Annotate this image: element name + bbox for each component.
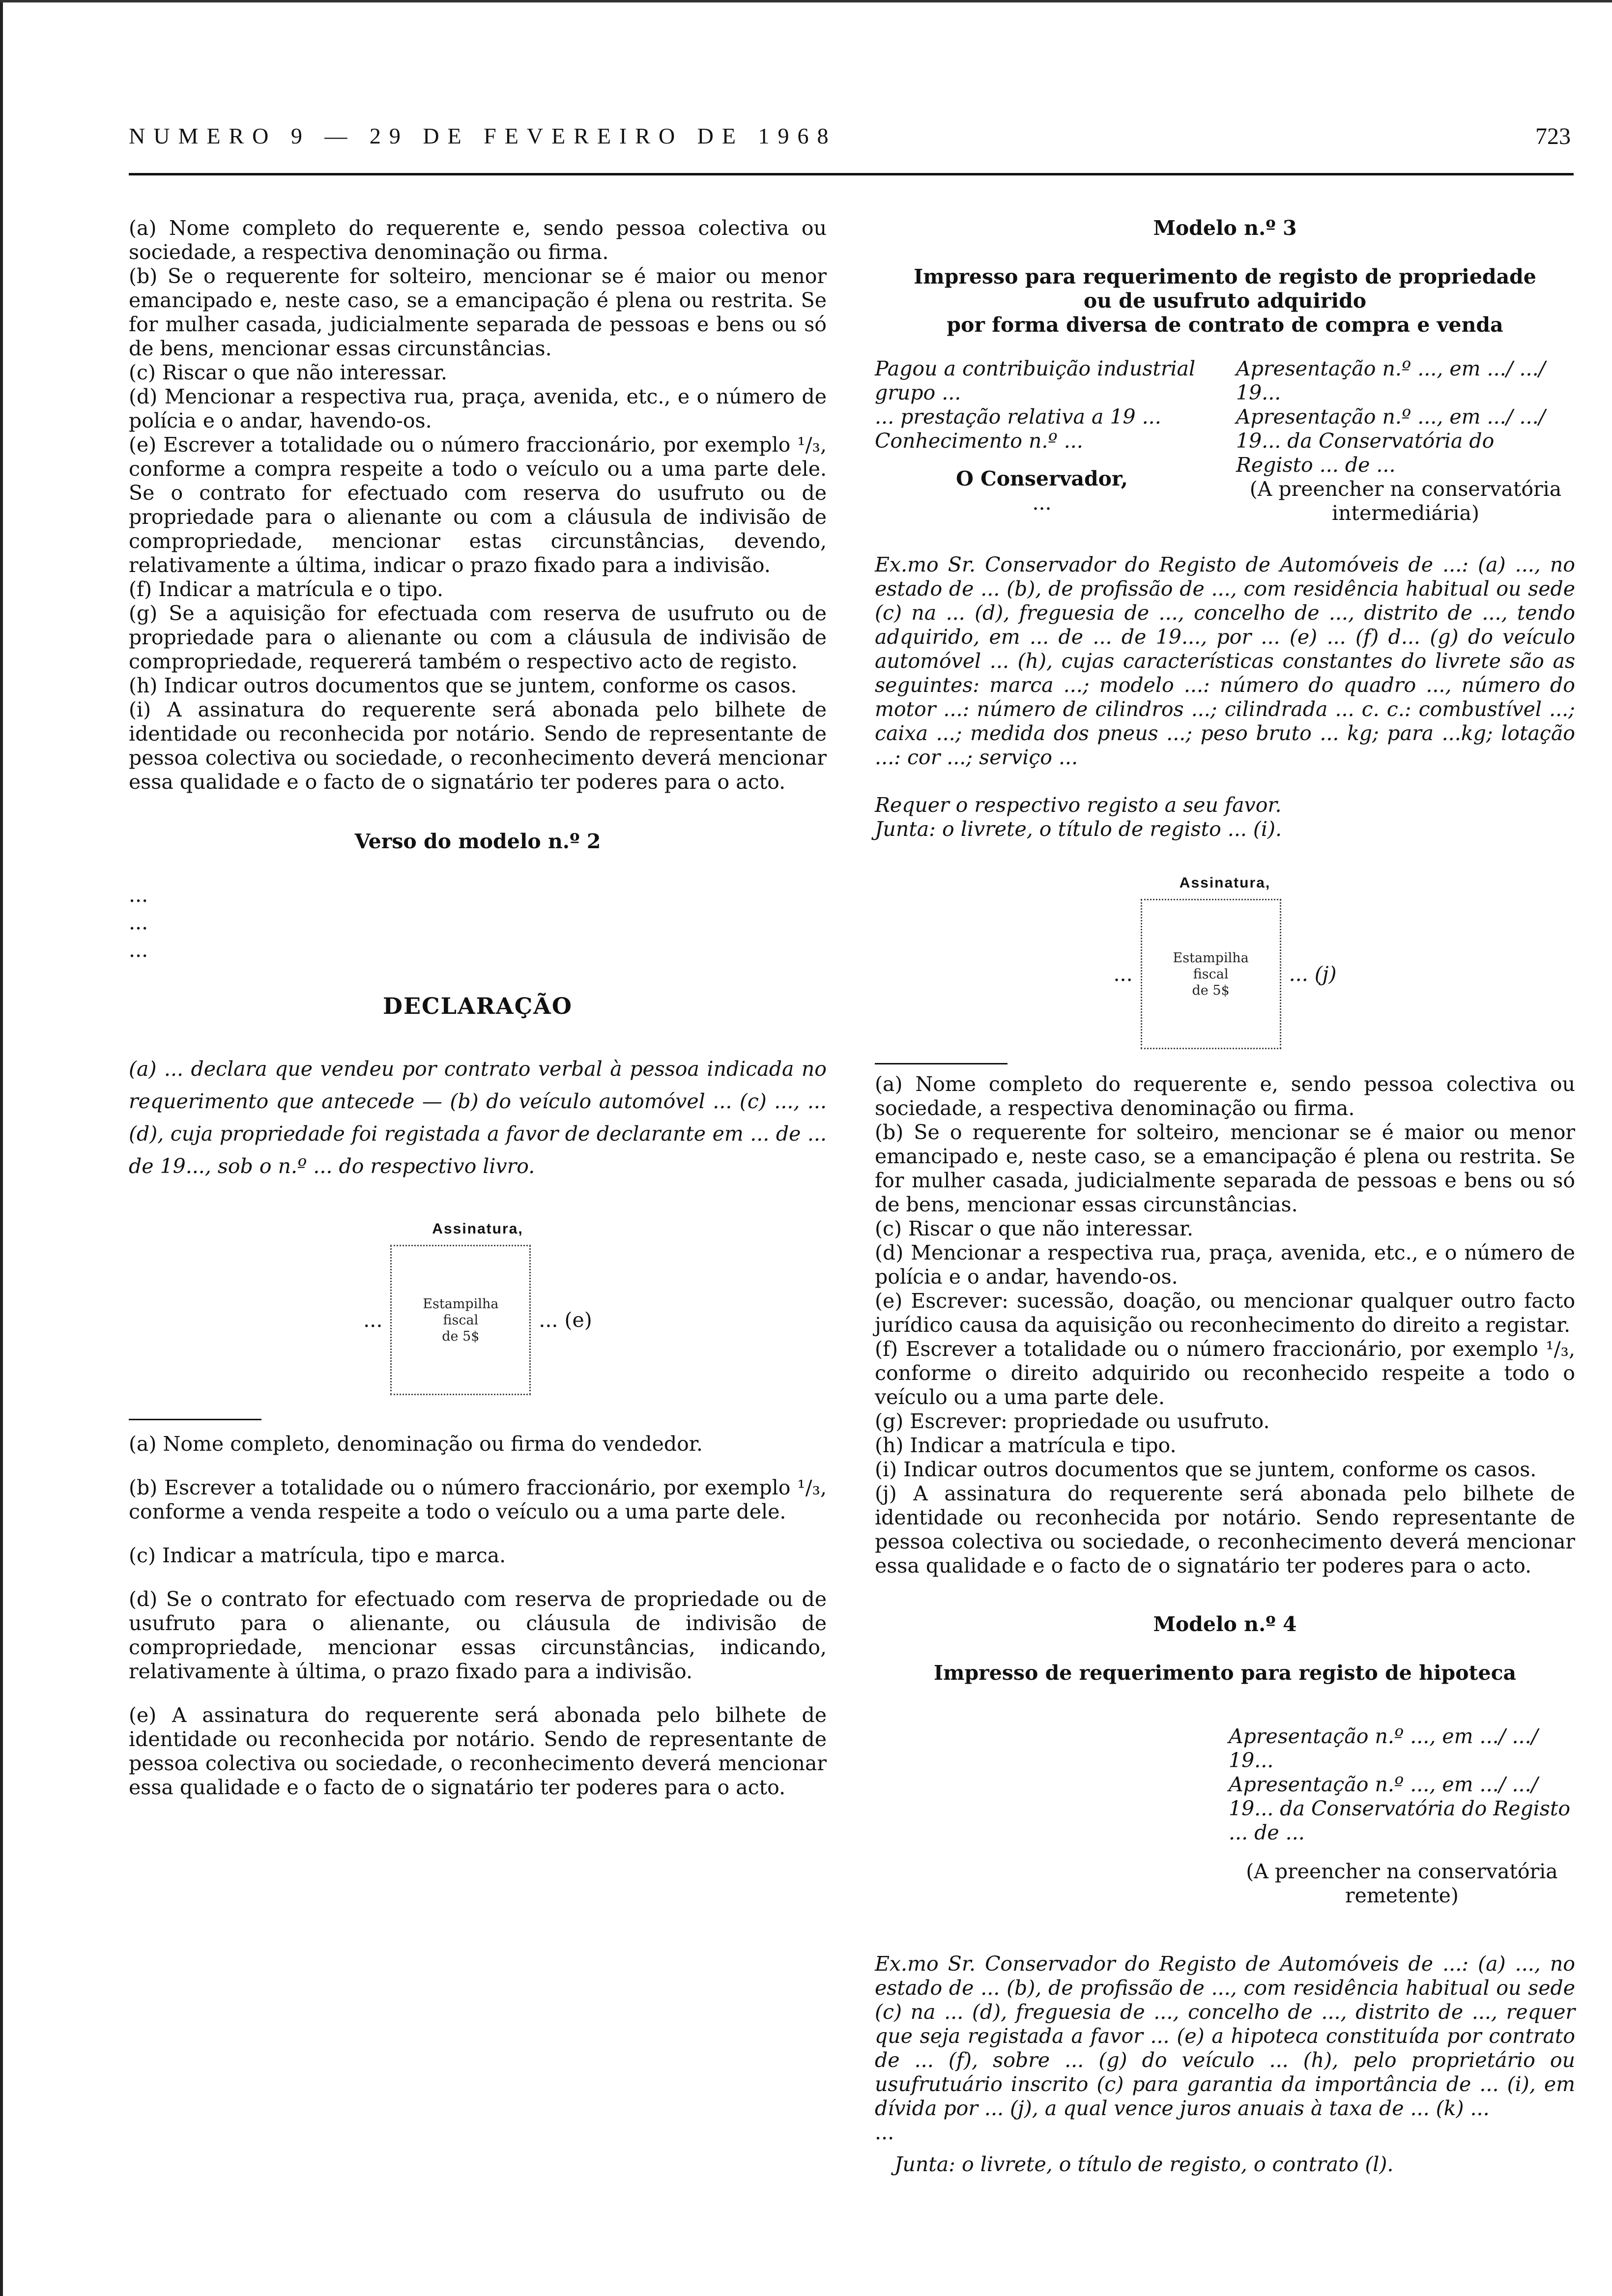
vendor-note-c: (c) Indicar a matrícula, tipo e marca.	[129, 1544, 506, 1567]
ellipsis-line: ...	[129, 911, 148, 934]
signature-label: Assinatura,	[1179, 875, 1271, 891]
ellipsis-lines	[129, 881, 827, 964]
footnote-f: (f) Indicar a matrícula e o tipo.	[129, 577, 443, 601]
fiscal-stamp-box	[1141, 899, 1281, 1049]
footnote-g: (g) Se a aquisição for efectuada com reserva de usufruto ou de propriedade para o alienante ou com a cláusula de indivisão de compropriedade, requererá também o respectivo acto de registo.	[129, 602, 827, 673]
tax-info	[875, 357, 1209, 525]
verso-title: Verso do modelo n.º 2	[354, 830, 601, 853]
modelo-4-subtitle: Impresso de requerimento para registo de hipoteca	[933, 1661, 1517, 1685]
signature-note-ref: ... (e)	[539, 1308, 592, 1332]
signature-note-ref: ... (j)	[1289, 962, 1337, 986]
footnote-e: (e) Escrever a totalidade ou o número fraccionário, por exemplo ¹/₃, conforme a compra respeite a todo o veículo ou a uma parte dele. Se o contrato for efectuado com reserva do usufruto ou de propriedade para o alienante ou com a cláusula de indivisão de compropriedade, mencionar estas circunstâncias, devendo, relativamente a última, indicar o prazo fixado para a indivisão.	[129, 433, 827, 577]
signature-block	[129, 1217, 827, 1395]
signature-dots: ...	[1113, 962, 1133, 986]
modelo-3-subtitle: Impresso para requerimento de registo de propriedade	[914, 265, 1536, 288]
footnote-i: (i) A assinatura do requerente será abonada pelo bilhete de identidade ou reconhecida por notário. Sendo de representante de pessoa colectiva ou sociedade, o reconhecimento deverá mencionar essa qualidade e o facto de o signatário ter poderes para o acto.	[129, 698, 827, 794]
presentation-line: Apresentação n.º ..., em .../ .../ 19...	[1236, 357, 1546, 404]
right-column	[875, 216, 1575, 2177]
conservador-dots: ...	[1032, 491, 1052, 515]
fill-note: (A preencher na conservatória remetente)	[1246, 1860, 1558, 1907]
modelo-3-note-h: (h) Indicar a matrícula e tipo.	[875, 1434, 1177, 1457]
footnote-c: (c) Riscar o que não interessar.	[129, 361, 448, 384]
modelo-3-note-j: (j) A assinatura do requerente será abonada pelo bilhete de identidade ou reconhecida por notário. Sendo representante de pessoa colectiva ou sociedade, o reconhecimento deverá mencionar essa qualidade e o facto de o signatário ter poderes para o acto.	[875, 1482, 1575, 1578]
modelo-3-note-a: (a) Nome completo do requerente e, sendo pessoa colectiva ou sociedade, a respectiva denominação ou firma.	[875, 1072, 1575, 1120]
modelo-3-requer: Requer o respectivo registo a seu favor.	[875, 793, 1282, 817]
modelo-3-note-d: (d) Mencionar a respectiva rua, praça, avenida, etc., e o número de polícia e o andar, havendo-os.	[875, 1241, 1575, 1289]
vendor-note-e: (e) A assinatura do requerente será abonada pelo bilhete de identidade ou reconhecida por notário. Sendo de representante de pessoa colectiva ou sociedade, o reconhecimento deverá mencionar essa qualidade e o facto de o signatário ter poderes para o acto.	[129, 1703, 827, 1799]
presentation-info	[1236, 357, 1575, 525]
signature-dots: ...	[363, 1308, 383, 1332]
declaracao-text: (a) ... declara que vendeu por contrato verbal à pessoa indicada no requerimento que antecede — (b) do veículo automóvel ... (c) ..., ... (d), cuja propriedade foi registada a favor de declarante em ... de ... de 19..., sob o n.º ... do respectivo livro.	[129, 1057, 827, 1178]
footnote-d: (d) Mencionar a respectiva rua, praça, avenida, etc., e o número de polícia e o andar, havendo-os.	[129, 385, 827, 432]
modelo-3-title: Modelo n.º 3	[1153, 216, 1297, 240]
modelo-4-junta: Junta: o livrete, o título de registo, o contrato (l).	[894, 2152, 1394, 2176]
presentation-line: Apresentação n.º ..., em .../ .../ 19... da Conservatória do Registo ... de ...	[1229, 1773, 1570, 1844]
modelo-3-subtitle: ou de usufruto adquirido	[1083, 289, 1367, 313]
vendor-note-b: (b) Escrever a totalidade ou o número fraccionário, por exemplo ¹/₃, conforme a venda respeite a todo o veículo ou a uma parte dele.	[129, 1476, 827, 1523]
vendor-note-d: (d) Se o contrato for efectuado com reserva de propriedade ou de usufruto para o alienante, ou cláusula de indivisão de compropriedade, mencionar essas circunstâncias, indicando, relativamente à última, o prazo fixado para a indivisão.	[129, 1587, 827, 1683]
ellipsis-line: ...	[129, 938, 148, 962]
declaracao-title: DECLARAÇÃO	[383, 993, 573, 1019]
office-use-block	[875, 357, 1575, 525]
fiscal-stamp-box	[390, 1245, 531, 1395]
modelo-3-subtitle: por forma diversa de contrato de compra e venda	[947, 313, 1503, 337]
stamp-text-line: fiscal	[1193, 966, 1229, 982]
tax-info-line: ... prestação relativa a 19 ...	[875, 405, 1161, 429]
modelo-3-junta: Junta: o livrete, o título de registo ... (i).	[875, 817, 1282, 841]
page-header-title: NUMERO 9 — 29 DE FEVEREIRO DE 1968	[129, 123, 837, 148]
left-column	[129, 216, 827, 1800]
page-number: 723	[1535, 123, 1571, 149]
tax-info-line: Conhecimento n.º ...	[875, 429, 1083, 453]
footnote-rule	[875, 1063, 1008, 1064]
modelo-4-title: Modelo n.º 4	[1153, 1612, 1297, 1636]
modelo-3-note-g: (g) Escrever: propriedade ou usufruto.	[875, 1409, 1270, 1433]
page-left-edge	[0, 0, 3, 2296]
footnote-rule	[129, 1419, 261, 1420]
ellipsis-line: ...	[129, 883, 148, 907]
modelo-3-body: Ex.mo Sr. Conservador do Registo de Automóveis de ...: (a) ..., no estado de ... (b), de profissão de ..., com residência habitual ou sede (c) na ... (d), freguesia de ..., concelho de ..., distrito de ..., tendo adquirido, em ... de ... de 19..., por ... (e) ... (f) d... (g) do veículo automóvel ... (h), cujas características constantes do livrete são as seguintes: marca ...; modelo ...: número do quadro ..., número do motor ...: número de cilindros ...; cilindrada ... c. c.: combustível ...; caixa ...; medida dos pneus ...; peso bruto ... kg; para ...kg; lotação ...: cor ...; serviço ...	[875, 553, 1575, 769]
stamp-text-line: Estampilha	[1173, 950, 1249, 966]
stamp-text-line: fiscal	[443, 1312, 479, 1328]
modelo-4-body: Ex.mo Sr. Conservador do Registo de Automóveis de ...: (a) ..., no estado de ... (b), de profissão de ..., com residência habitual ou sede (c) na ... (d), freguesia de ..., concelho de ..., distrito de ..., requer que seja registada a favor ... (e) a hipoteca constituída por contrato de ... (f), sobre ... (g) do veículo ... (h), pelo proprietário ou usufrutuário inscrito (c) para garantia da importância de ... (i), em dívida por ... (j), a qual vence juros anuais à taxa de ... (k) ...	[875, 1952, 1575, 2120]
stamp-text-line: Estampilha	[423, 1296, 499, 1312]
footnote-h: (h) Indicar outros documentos que se juntem, conforme os casos.	[129, 674, 797, 697]
presentation-line: Apresentação n.º ..., em .../ .../ 19...	[1229, 1724, 1538, 1772]
presentation-line: Apresentação n.º ..., em .../ .../ 19... da Conservatória do Registo ... de ...	[1236, 405, 1546, 477]
conservador-label: O Conservador,	[956, 467, 1128, 490]
signature-block	[875, 871, 1575, 1049]
modelo-3-note-f: (f) Escrever a totalidade ou o número fraccionário, por exemplo ¹/₃, conforme o direito adquirido ou reconhecido respeite a todo o veículo ou a uma parte dele.	[875, 1337, 1575, 1409]
fill-note: (A preencher na conservatória intermediária)	[1249, 477, 1562, 525]
stamp-text-line: de 5$	[442, 1328, 480, 1344]
modelo-3-note-b: (b) Se o requerente for solteiro, mencionar se é maior ou menor emancipado e, neste caso, se a emancipação é plena ou restrita. Se for mulher casada, judicialmente separada de pessoas e bens ou só de bens, mencionar essas circunstâncias.	[875, 1120, 1575, 1216]
signature-row	[129, 1245, 827, 1395]
footnote-b: (b) Se o requerente for solteiro, mencionar se é maior ou menor emancipado e, neste caso, se a emancipação é plena ou restrita. Se for mulher casada, judicialmente separada de pessoas e bens ou só de bens, mencionar essas circunstâncias.	[129, 264, 827, 360]
modelo-3-note-i: (i) Indicar outros documentos que se juntem, conforme os casos.	[875, 1458, 1537, 1481]
signature-row	[875, 899, 1575, 1049]
tax-info-line: Pagou a contribuição industrial grupo ...	[875, 357, 1196, 404]
modelo-4-dots: ...	[875, 2121, 894, 2144]
header-rule	[129, 173, 1574, 175]
footnote-a: (a) Nome completo do requerente e, sendo pessoa colectiva ou sociedade, a respectiva denominação ou firma.	[129, 216, 827, 264]
presentation-info	[1229, 1724, 1575, 1908]
modelo-3-note-e: (e) Escrever: sucessão, doação, ou mencionar qualquer outro facto jurídico causa da aquisição ou reconhecimento do direito a registar.	[875, 1289, 1575, 1337]
signature-label: Assinatura,	[432, 1221, 523, 1237]
stamp-text-line: de 5$	[1192, 982, 1230, 998]
vendor-note-a: (a) Nome completo, denominação ou firma do vendedor.	[129, 1432, 703, 1456]
modelo-3-note-c: (c) Riscar o que não interessar.	[875, 1217, 1194, 1240]
page-top-edge	[0, 0, 1612, 2]
